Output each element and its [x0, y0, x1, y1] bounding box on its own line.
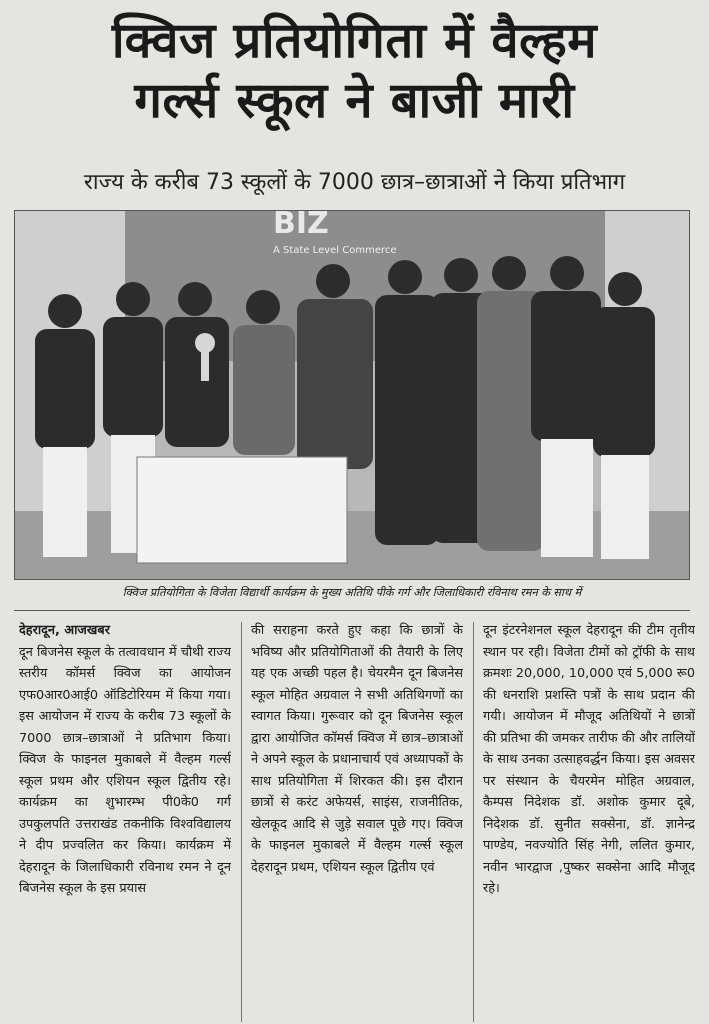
news-photo-graphic: [15, 211, 689, 579]
article-column-1-text: दून बिजनेस स्कूल के तत्वावधान में चौथी राज्य स्तरीय कॉमर्स क्विज का आयोजन एफ0आर0आई0 ऑडिटोरियम में किया गया। इस आयोजन में राज्य के करीब 73 स्कूलों के 7000 छात्र–छात्राओं ने प्रतिभाग किया। क्विज के फाइनल मुकाबले में वैल्हम गर्ल्स स्कूल प्रथम और एशियन स्कूल द्वितीय रहे। कार्यक्रम का शुभारम्भ पी0के0 गर्ग उपकुलपति उत्तराखंड तकनीकि विश्वविद्यालय ने दीप प्रज्वलित कर किया। कार्यक्रम में देहरादून के जिलाधिकारी रविनाथ रमन ने दून बिजनेस स्कूल के इस प्रयास: [19, 644, 231, 896]
article-column-1: [19, 620, 231, 1024]
article-column-2-text: की सराहना करते हुए कहा कि छात्रों के भविष्य और प्रतियोगिताओं की तैयारी के लिए यह एक अच्छी पहल है। चेयरमैन दून बिजनेस स्कूल मोहित अग्रवाल ने सभी अतिथिगणों का स्वागत किया। गुरूवार को दून बिजनेस स्कूल द्वारा आयोजित कॉमर्स क्विज में छात्र–छात्राओं ने अपने स्कूल के प्रधानाचार्य एवं अध्यापकों के साथ प्रतियोगिता में शिरकत की। इस दौरान छात्रों से करंट अफेयर्स, साइंस, राजनीतिक, खेलकूद आदि से जुड़े सवाल पूछे गए। क्विज के फाइनल मुकाबले में वैल्हम गर्ल्स स्कूल देहरादून प्रथम, एशियन स्कूल द्वितीय एवं: [251, 623, 463, 875]
headline-line-2: गर्ल्स स्कूल ने बाजी मारी: [134, 72, 575, 129]
news-photo: [14, 210, 690, 580]
column-divider-2: [473, 622, 474, 1022]
article-column-3: [483, 620, 695, 1024]
article-column-2: [251, 620, 463, 1024]
sub-headline: राज्य के करीब 73 स्कूलों के 7000 छात्र–छात्राओं ने किया प्रतिभाग: [83, 170, 626, 195]
photo-caption: क्विज प्रतियोगिता के विजेता विद्यार्थी कार्यक्रम के मुख्य अतिथि पीके गर्ग और जिलाधिकारी रविनाथ रमन के साथ में: [122, 586, 582, 599]
column-divider-1: [241, 622, 242, 1022]
caption-rule: [14, 610, 690, 611]
dateline: देहरादून, आजखबर: [19, 623, 110, 638]
article-column-3-text: दून इंटरनेशनल स्कूल देहरादून की टीम तृतीय स्थान पर रही। विजेता टीमों को ट्रॉफी के साथ क्रमशः 20,000, 10,000 एवं 5,000 रू0 की धनराशि प्रशस्ति पत्रों के साथ प्रदान की गयी। आयोजन में मौजूद अतिथियों ने छात्रों की प्रतिभा की जमकर तारीफ की और तालियों के साथ उनका उत्साहवर्द्धन किया। इस अवसर पर संस्थान के चैयरमेन मोहित अग्रवाल, कैम्पस निदेशक डॉ. अशोक कुमार दूबे, निदेशक डॉ. सुनीत सक्सेना, डॉ. ज्ञानेन्द्र पाण्डेय, नवज्योति सिंह नेगी, ललित कुमार, नवीन भारद्वाज ,पुष्कर सक्सेना आदि मौजूद रहे।: [483, 623, 695, 896]
banner-logo-text: BIZ: [273, 211, 329, 241]
banner-subtitle: A State Level Commerce: [273, 245, 397, 256]
headline-line-1: क्विज प्रतियोगिता में वैल्हम: [111, 12, 598, 69]
